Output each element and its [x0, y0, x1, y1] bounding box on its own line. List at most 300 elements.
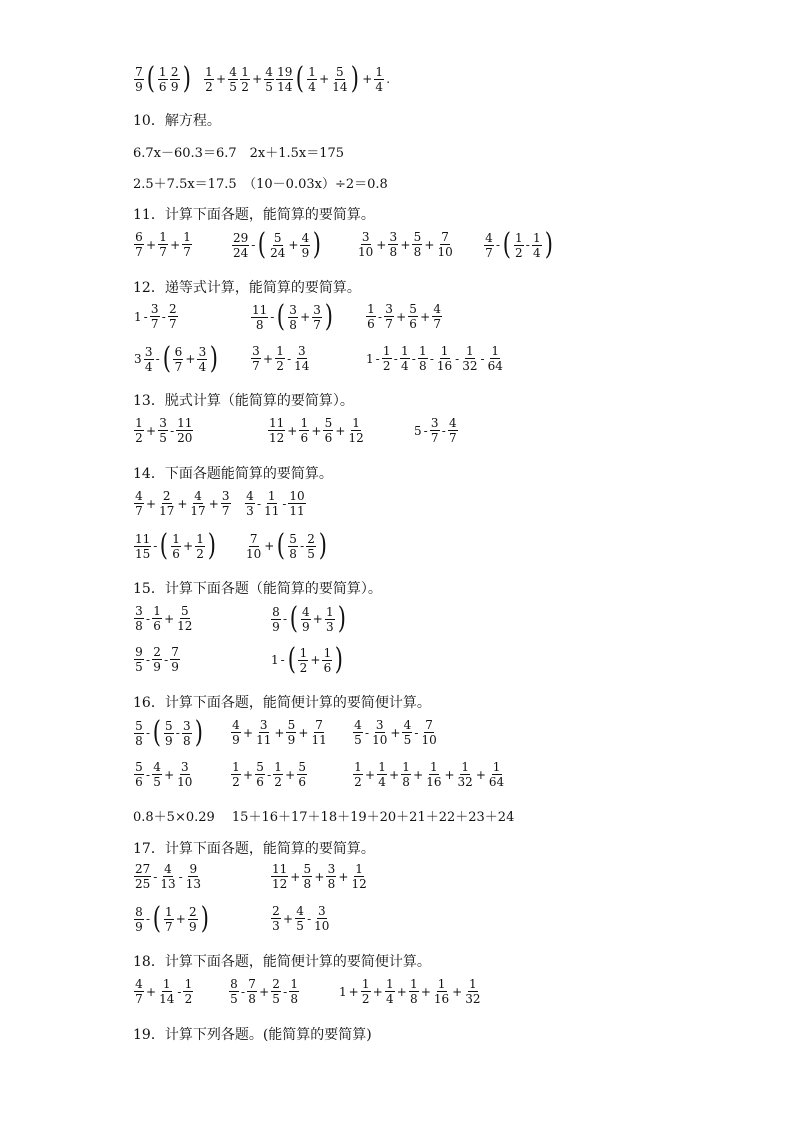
numerator: 5 [409, 302, 417, 316]
numerator: 7 [425, 718, 433, 732]
fraction [310, 718, 327, 747]
numerator: 7 [249, 531, 258, 546]
numerator: 8 [135, 904, 143, 919]
operator: - [429, 351, 434, 366]
denominator: 4 [400, 359, 409, 373]
denominator: 6 [409, 317, 417, 331]
denominator: 6 [367, 317, 375, 331]
denominator: 20 [177, 431, 193, 445]
fraction [255, 718, 272, 747]
paren: ( [160, 528, 169, 563]
denominator: 7 [135, 504, 143, 518]
fraction [134, 65, 144, 94]
denominator: 6 [158, 79, 167, 94]
denominator: 5 [354, 733, 362, 747]
expression [133, 416, 194, 445]
numerator: 10 [289, 489, 305, 503]
expression [133, 302, 179, 331]
denominator: 6 [135, 775, 143, 789]
denominator: 8 [402, 775, 410, 789]
fraction [388, 230, 398, 259]
numerator: 1 [276, 344, 284, 358]
numerator: 1 [437, 977, 446, 991]
operator: + [413, 767, 424, 782]
denominator: 5 [153, 775, 161, 789]
fraction [276, 65, 293, 94]
denominator: 64 [488, 775, 505, 789]
denominator: 16 [436, 359, 453, 373]
paren: ) [335, 642, 344, 677]
question-title-q17: 17．计算下面各题，能简算的要简算。 [133, 841, 375, 857]
numerator: 3 [150, 302, 159, 316]
fraction [425, 760, 442, 789]
denominator: 2 [299, 660, 308, 675]
expression [365, 344, 505, 373]
fraction [134, 230, 144, 259]
denominator: 4 [378, 775, 386, 789]
numerator: 1 [533, 230, 541, 245]
numerator: 4 [229, 64, 237, 79]
denominator: 2 [232, 775, 240, 789]
numerator: 4 [485, 230, 493, 245]
fraction [245, 489, 255, 518]
fraction [385, 977, 395, 1006]
numerator: 4 [232, 718, 240, 732]
numerator: 1 [466, 344, 474, 358]
question-title-q12: 12．递等式计算，能简算的要简算。 [133, 280, 361, 296]
operator: + [170, 237, 181, 252]
fraction [134, 977, 144, 1006]
denominator: 9 [171, 660, 179, 674]
expression [230, 718, 329, 747]
numerator: 11 [177, 416, 193, 430]
numerator: 1 [164, 904, 173, 919]
numerator: 3 [159, 416, 167, 430]
numerator: 5 [413, 230, 422, 244]
denominator: 13 [185, 877, 201, 891]
denominator: 4 [533, 245, 541, 260]
numerator: 7 [248, 977, 256, 991]
numerator: 4 [153, 760, 161, 774]
operator: + [298, 725, 309, 740]
operator: + [314, 869, 325, 884]
question-title-q10: 10．解方程。 [133, 113, 221, 129]
operator: + [376, 237, 387, 252]
numerator: 3 [317, 904, 326, 918]
fraction [461, 344, 478, 373]
denominator: 9 [153, 660, 161, 674]
numerator: 4 [301, 604, 310, 619]
denominator: 10 [437, 245, 453, 259]
operator: + [252, 72, 263, 86]
numerator: 1 [402, 760, 410, 774]
operator: + [335, 423, 346, 438]
operator: + [264, 539, 275, 553]
fraction [176, 760, 193, 789]
operator: - [155, 352, 160, 366]
operator: - [153, 869, 158, 884]
operator: + [389, 767, 400, 782]
numerator: 8 [230, 977, 238, 991]
denominator: 5 [229, 79, 237, 94]
operator: - [414, 725, 419, 740]
denominator: 12 [272, 877, 288, 891]
denominator: 6 [324, 431, 333, 445]
denominator: 7 [164, 919, 173, 934]
operator: + [290, 869, 301, 884]
question-title-q13: 13．脱式计算（能简算的要简算）。 [133, 393, 354, 409]
paren: ( [289, 601, 299, 636]
denominator: 7 [313, 317, 321, 332]
operator: - [280, 653, 285, 667]
denominator: 10 [421, 733, 437, 747]
denominator: 6 [153, 619, 161, 633]
fraction [134, 489, 144, 518]
fraction [176, 604, 193, 633]
operator: - [251, 238, 256, 252]
fraction [514, 231, 524, 260]
fraction [158, 230, 168, 259]
numerator: 3 [297, 344, 306, 358]
fraction [152, 604, 162, 633]
denominator: 2 [205, 79, 213, 94]
expression [250, 344, 311, 373]
denominator: 2 [354, 775, 362, 789]
operator: + [283, 911, 294, 926]
fraction [307, 65, 317, 94]
operator: - [423, 423, 428, 438]
denominator: 6 [298, 775, 306, 789]
numerator: 11 [269, 416, 285, 430]
denominator: 7 [183, 245, 191, 259]
denominator: 9 [170, 79, 179, 94]
fraction [251, 344, 261, 373]
numerator: 1 [172, 531, 180, 546]
fraction [168, 302, 178, 331]
numerator: 5 [336, 64, 344, 79]
operator: + [288, 238, 299, 252]
fraction [436, 230, 453, 259]
expression [250, 299, 335, 334]
numerator: 1 [430, 760, 438, 774]
operator: + [311, 423, 322, 438]
denominator: 16 [426, 775, 442, 789]
fraction [271, 862, 288, 891]
operator: - [153, 539, 158, 553]
paren: ( [152, 901, 162, 936]
fraction [229, 977, 239, 1006]
operator: + [400, 237, 411, 252]
operator: - [283, 984, 288, 999]
expression [133, 528, 218, 563]
fraction [374, 65, 384, 94]
expression [352, 718, 439, 747]
expression [133, 977, 194, 1006]
numerator: 7 [135, 64, 143, 79]
numerator: 7 [171, 645, 179, 659]
fraction [402, 718, 412, 747]
fraction [331, 65, 348, 94]
question-title-q19: 19．计算下列各题。(能简算的要简算) [133, 1027, 372, 1043]
paren: ( [296, 61, 305, 96]
numerator: 7 [315, 718, 323, 732]
fraction [325, 605, 335, 634]
operator: + [146, 423, 157, 438]
operator: + [348, 984, 359, 999]
numerator: 1 [375, 64, 384, 79]
fraction [297, 760, 307, 789]
denominator: 4 [375, 79, 384, 94]
fraction [312, 303, 322, 332]
numerator: 29 [233, 230, 249, 245]
operator: + [259, 984, 270, 999]
denominator: 8 [289, 317, 297, 332]
numerator: 1 [135, 416, 143, 430]
numerator: 1 [352, 416, 360, 430]
numerator: 3 [180, 760, 189, 774]
expression [203, 61, 391, 96]
denominator: 3 [326, 619, 334, 634]
denominator: 7 [448, 431, 457, 445]
fraction [228, 65, 238, 94]
operator: - [411, 351, 416, 366]
denominator: 11 [264, 504, 280, 518]
fraction [301, 605, 311, 634]
fraction [152, 645, 162, 674]
fraction [273, 760, 283, 789]
expression [133, 489, 232, 518]
numerator: 2 [272, 904, 280, 918]
fraction [158, 416, 168, 445]
expression [228, 977, 300, 1006]
numerator: 5 [256, 760, 264, 774]
denominator: 13 [160, 877, 176, 891]
fraction [134, 862, 151, 891]
denominator: 11 [289, 504, 305, 518]
operator: + [444, 767, 455, 782]
operator: - [365, 725, 370, 740]
fraction [408, 302, 418, 331]
numerator: 2 [162, 489, 171, 503]
numerator: 3 [252, 344, 260, 358]
numerator: 1 [153, 604, 161, 618]
denominator: 8 [327, 877, 336, 891]
fraction [171, 532, 181, 561]
denominator: 5 [230, 992, 238, 1006]
question-title-q14: 14．下面各题能简算的要简算。 [133, 466, 333, 482]
fraction [418, 344, 428, 373]
fraction [430, 416, 440, 445]
fraction [245, 532, 262, 561]
expression [338, 977, 483, 1006]
fraction [457, 760, 474, 789]
fraction [357, 230, 374, 259]
numerator: 3 [313, 302, 321, 317]
denominator: 5 [265, 79, 273, 94]
fraction [271, 904, 281, 933]
operator: - [177, 984, 182, 999]
numerator: 5 [135, 718, 143, 733]
numerator: 1 [461, 760, 469, 774]
denominator: 12 [351, 877, 367, 891]
operator: - [480, 351, 485, 366]
numerator: 8 [272, 604, 280, 619]
denominator: 15 [135, 546, 151, 561]
operator: + [319, 72, 330, 86]
fraction [204, 65, 214, 94]
paren: ) [313, 227, 322, 262]
numerator: 27 [135, 862, 151, 876]
denominator: 9 [164, 733, 173, 748]
fraction [289, 977, 299, 1006]
fraction [382, 344, 392, 373]
denominator: 3 [246, 504, 254, 518]
numerator: 1 [267, 489, 276, 503]
numerator: 1 [162, 977, 171, 991]
denominator: 32 [465, 992, 481, 1006]
numerator: 1 [196, 531, 204, 546]
number: 1 [339, 984, 347, 999]
fraction [159, 862, 176, 891]
operator: - [270, 310, 275, 324]
fraction [350, 862, 367, 891]
fraction [420, 718, 437, 747]
denominator: 14 [294, 359, 310, 373]
fraction [268, 416, 285, 445]
numerator: 11 [252, 302, 268, 317]
denominator: 8 [248, 992, 256, 1006]
expression [244, 489, 307, 518]
expression [133, 862, 203, 891]
denominator: 11 [311, 733, 327, 747]
numerator: 4 [135, 489, 143, 503]
fraction [295, 904, 305, 933]
denominator: 8 [303, 877, 312, 891]
expression [133, 341, 220, 376]
fraction [164, 719, 174, 748]
fraction [134, 719, 144, 748]
denominator: 9 [301, 619, 310, 634]
numerator: 9 [135, 645, 143, 659]
question-title-q18: 18．计算下面各题，能简便计算的要简便计算。 [133, 954, 431, 970]
operator: - [441, 423, 446, 438]
question-title-q11: 11．计算下面各题，能简算的要简算。 [133, 207, 375, 223]
denominator: 7 [385, 317, 393, 331]
paren: ) [318, 528, 328, 563]
fraction [240, 65, 250, 94]
operator: - [146, 726, 151, 740]
denominator: 7 [485, 245, 493, 260]
numerator: 4 [246, 489, 254, 503]
operator: - [146, 912, 151, 926]
numerator: 4 [296, 904, 304, 918]
numerator: 2 [170, 64, 179, 79]
number: 1 [366, 351, 374, 366]
operator: - [455, 351, 460, 366]
fraction [300, 231, 310, 260]
numerator: 1 [355, 862, 363, 876]
numerator: 1 [308, 64, 316, 79]
denominator: 8 [410, 992, 418, 1006]
fraction [361, 977, 371, 1006]
denominator: 64 [487, 359, 503, 373]
denominator: 2 [382, 359, 391, 373]
numerator: 1 [158, 64, 167, 79]
fraction [152, 760, 162, 789]
denominator: 7 [135, 245, 143, 259]
operator: - [378, 309, 383, 324]
fraction [384, 302, 394, 331]
equation-line: 2.5＋7.5x＝17.5 （10－0.03x）÷2＝0.8 [133, 177, 388, 192]
numerator: 1 [440, 344, 449, 358]
fraction [275, 344, 285, 373]
operator: + [396, 309, 407, 324]
numerator: 1 [514, 230, 523, 245]
operator: + [312, 612, 323, 626]
paren: ) [210, 341, 219, 376]
fraction [164, 905, 174, 934]
fraction [448, 416, 458, 445]
fraction [247, 977, 257, 1006]
fraction [347, 416, 364, 445]
question-title-q16: 16．计算下面各题，能简便计算的要简便计算。 [133, 695, 431, 711]
number: 5 [414, 423, 422, 438]
numerator: 3 [361, 230, 370, 244]
expression [244, 528, 329, 563]
paren: ) [182, 61, 191, 96]
denominator: 3 [272, 919, 280, 933]
fraction [264, 65, 274, 94]
denominator: 10 [314, 919, 330, 933]
numerator: 4 [164, 862, 172, 876]
fraction [436, 344, 453, 373]
operator: + [243, 725, 254, 740]
denominator: 32 [457, 775, 473, 789]
fraction [231, 760, 241, 789]
denominator: 2 [276, 359, 284, 373]
expression [133, 61, 192, 96]
fraction [353, 760, 363, 789]
operator: + [287, 423, 298, 438]
operator: + [216, 72, 227, 86]
expression [231, 227, 323, 262]
fraction [231, 718, 241, 747]
denominator: 6 [300, 431, 309, 445]
paren: ) [324, 299, 334, 334]
denominator: 9 [135, 79, 143, 94]
denominator: 10 [177, 775, 193, 789]
expression [483, 227, 555, 262]
fraction [134, 905, 144, 934]
fraction [173, 345, 183, 374]
number: 1 [271, 653, 279, 667]
fraction [150, 302, 160, 331]
denominator: 5 [403, 733, 412, 747]
expression [133, 715, 205, 750]
numerator: 1 [410, 977, 418, 991]
expression [230, 760, 308, 789]
numerator: 1 [419, 344, 427, 358]
denominator: 2 [241, 79, 249, 94]
fraction [197, 345, 207, 374]
denominator: 17 [190, 504, 206, 518]
denominator: 5 [272, 992, 280, 1006]
numerator: 3 [289, 302, 297, 317]
numerator: 1 [323, 645, 332, 660]
expression [133, 230, 193, 259]
numerator: 1 [241, 64, 249, 79]
operator: - [175, 726, 180, 740]
